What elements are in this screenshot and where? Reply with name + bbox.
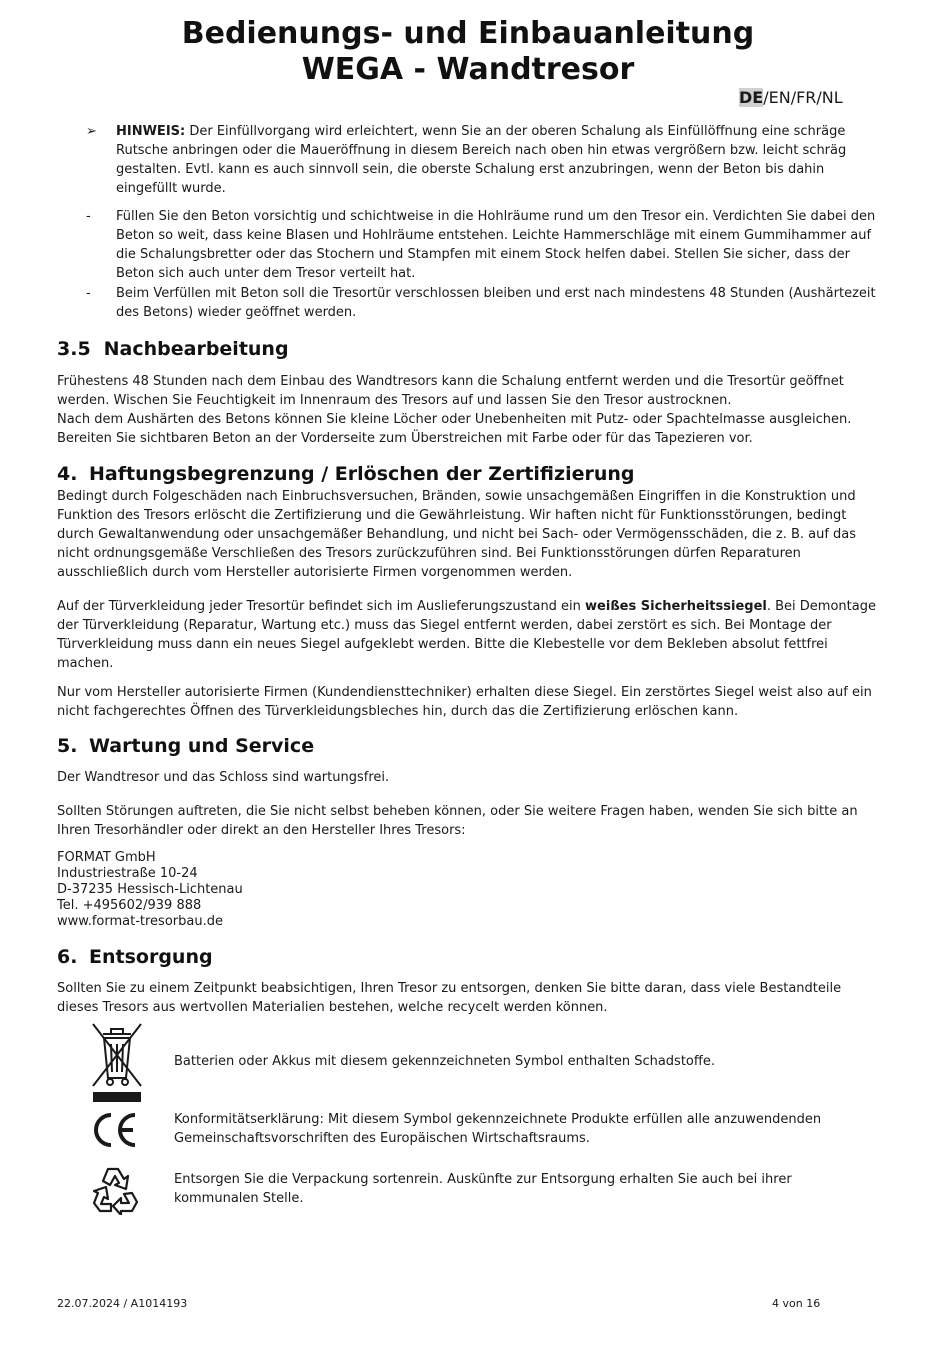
section-title: Entsorgung [89,946,213,968]
ce-conformity-text: Konformitätserklärung: Mit diesem Symbol gekennzeichnete Produkte erfüllen alle anzuwendenden Gemeinschaftsvorschriften des Europäischen Wirtschaftsraums. [174,1112,822,1146]
s6-paragraph-1: Sollten Sie zu einem Zeitpunkt beabsichtigen, Ihren Tresor zu entsorgen, denken Sie bitte daran, dass viele Bestandteile dieses Tresors aus wertvollen Materialien bestehen, welche recycelt werden können. [57,981,842,1015]
section-number: 3.5 [57,338,91,360]
section-heading-3-5 [57,337,289,361]
address-street: Industriestraße 10-24 [57,866,198,881]
s4-paragraph-3: Nur vom Hersteller autorisierte Firmen (Kundendiensttechniker) erhalten diese Siegel. Ein zerstörtes Siegel weist also auf ein nicht fachgerechtes Öffnen des Türverkleidungsbleches hin, durch das die Zertifizierung erlöschen kann. [57,685,872,719]
s35-paragraph-2: Nach dem Aushärten des Betons können Sie kleine Löcher oder Unebenheiten mit Putz- oder Spachtelmasse ausgleichen. Bereiten Sie sichtbaren Beton an der Vorderseite zum Überstreichen mit Farbe oder für das Tapezieren vor. [57,412,852,446]
security-seal-emphasis: weißes Sicherheitssiegel [585,599,767,614]
s5-paragraph-2: Sollten Störungen auftreten, die Sie nicht selbst beheben können, oder Sie weitere Fragen haben, wenden Sie sich bitte an Ihren Tresorhändler oder direkt an den Hersteller Ihres Tresors: [57,804,858,838]
address-website[interactable]: www.format-tresorbau.de [57,914,223,929]
hint-paragraph [116,122,881,198]
section-title: Nachbearbeitung [103,338,289,360]
arrow-bullet-icon: ➢ [86,124,97,139]
dash-marker: - [86,286,91,301]
address-phone: Tel. +495602/939 888 [57,898,202,913]
dash-text-2: Beim Verfüllen mit Beton soll die Tresortür verschlossen bleiben und erst nach mindestens 48 Stunden (Aushärtezeit des Betons) wieder geöffnet werden. [116,286,876,320]
s4-p2-text-b: . Bei Demontage der Türverkleidung (Reparatur, Wartung etc.) muss das Siegel entfernt werden, dabei zerstört es sich. Bei Montage der Türverkleidung muss dann ein neues Siegel aufgeklebt werden. Bitte die Klebestelle vor dem Bekleben absolut fettfrei machen. [57,599,876,671]
manufacturer-address [57,850,243,930]
recycling-icon [88,1163,144,1215]
section-heading-4 [57,462,635,486]
address-company: FORMAT GmbH [57,850,156,865]
s4-paragraph-2 [57,597,881,673]
section-title: Wartung und Service [89,735,315,757]
s5-paragraph-1: Der Wandtresor und das Schloss sind wartungsfrei. [57,770,390,785]
document-title-line2: WEGA - Wandtresor [301,52,635,87]
footer-page-number: 4 von 16 [772,1297,821,1310]
language-selector [739,88,843,108]
footer-date-docnumber: 22.07.2024 / A1014193 [57,1297,188,1310]
section-title: Haftungsbegrenzung / Erlöschen der Zertifizierung [89,463,635,485]
packaging-disposal-text: Entsorgen Sie die Verpackung sortenrein. Auskünfte zur Entsorgung erhalten Sie auch bei ihrer kommunalen Stelle. [174,1172,792,1206]
section-heading-6 [57,945,213,969]
address-city: D-37235 Hessisch-Lichtenau [57,882,243,897]
crossed-bin-icon [89,1020,145,1104]
dash-text-1: Füllen Sie den Beton vorsichtig und schichtweise in die Hohlräume rund um den Tresor ein. Verdichten Sie dabei den Beton so weit, dass keine Blasen und Hohlräume entstehen. Leichte Hammerschläge mit einem Gummihammer auf die Schalungsbretter oder das Stochern und Stampfen mit einem Stock helfen dabei. Stellen Sie sicher, dass der Beton sich auch unter dem Tresor verteilt hat. [116,209,876,281]
section-number: 4. [57,463,78,485]
language-others: /EN/FR/NL [763,88,843,107]
hint-label: HINWEIS: [116,124,186,139]
document-title-line1: Bedienungs- und Einbauanleitung [181,16,755,51]
s35-paragraph-1: Frühestens 48 Stunden nach dem Einbau des Wandtresors kann die Schalung entfernt werden und die Tresortür geöffnet werden. Wischen Sie Feuchtigkeit im Innenraum des Tresors auf und lassen Sie den Tresor austrocknen. [57,374,844,408]
section-heading-5 [57,734,314,758]
s4-paragraph-1: Bedingt durch Folgeschäden nach Einbruchsversuchen, Bränden, sowie unsachgemäßen Eingriffen in die Konstruktion und Funktion des Tresors erlöscht die Zertifizierung und die Gewährleistung. Wir haften nicht für Funktionsstörungen, bedingt durch Gewaltanwendung oder unsachgemäßer Behandlung, und nicht bei Sach- oder Vermögensschäden, die z. B. auf das nicht ordnungsgemäße Verschließen des Tresors zurückzuführen sind. Bei Funktionsstörungen dürfen Reparaturen ausschließlich durch vom Hersteller autorisierte Firmen vorgenommen werden. [57,489,857,580]
language-active: DE [739,88,764,107]
s4-p2-text-a: Auf der Türverkleidung jeder Tresortür befindet sich im Auslieferungszustand ein [57,599,586,614]
battery-disposal-text: Batterien oder Akkus mit diesem gekennzeichneten Symbol enthalten Schadstoffe. [174,1054,715,1069]
section-number: 5. [57,735,78,757]
ce-mark-icon [91,1111,141,1149]
hint-text: Der Einfüllvorgang wird erleichtert, wenn Sie an der oberen Schalung als Einfüllöffnung eine schräge Rutsche anbringen oder die Maueröffnung in diesem Bereich nach oben hin etwas vergrößern bzw. leicht schräg gestalten. Evtl. kann es auch sinnvoll sein, die oberste Schalung erst anzubringen, wenn der Beton bis dahin eingefüllt wurde. [116,124,847,196]
section-number: 6. [57,946,78,968]
dash-marker: - [86,209,91,224]
